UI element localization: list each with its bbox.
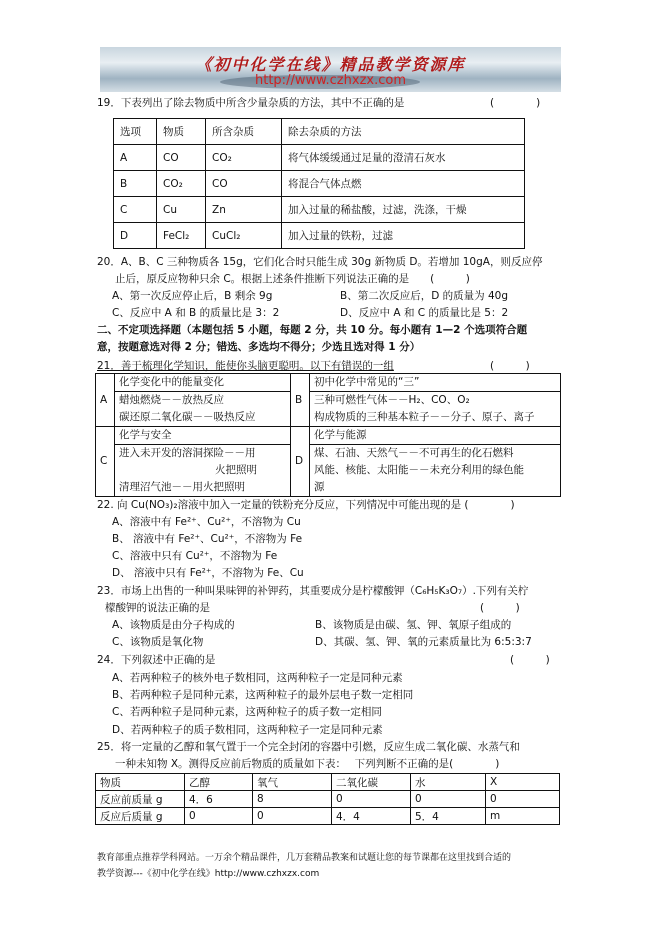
- cell: 5．4: [411, 808, 486, 825]
- cell: Cu: [157, 197, 206, 223]
- q23-option-b: B、该物质是由碳、氢、钾、氧原子组成的: [315, 619, 512, 631]
- q21-stem: 21．善于梳理化学知识，能使你头脑更聪明。以下有错误的一组: [97, 360, 394, 372]
- cell: 0: [185, 808, 253, 825]
- section-2-heading-line2: 意，按题意选对得 2 分；错选、多选均不得分；少选且选对得 1 分）: [97, 341, 421, 353]
- table-row: [96, 427, 561, 497]
- header-cell: 物质: [157, 119, 206, 145]
- group-line: 进入未开发的溶洞探险－－用: [119, 447, 256, 459]
- banner-title: 《初中化学在线》精品教学资源库: [195, 55, 466, 74]
- cell: m: [486, 808, 560, 825]
- footer-line2: 教学资源---《初中化学在线》http://www.czhxzx.com: [97, 869, 320, 879]
- q24-option-d: D、若两种粒子的质子数相同，这两种粒子一定是同种元素: [112, 724, 383, 736]
- cell: CO₂: [206, 145, 282, 171]
- cell: FeCl₂: [157, 223, 206, 249]
- q22-option-a: A、溶液中有 Fe²⁺、Cu²⁺，不溶物为 Cu: [112, 516, 301, 528]
- table-row: [114, 223, 525, 249]
- cell: C: [114, 197, 157, 223]
- cell-d: [310, 427, 561, 497]
- q23-line1: 23．市场上出售的一种叫果味钾的补钾药，其重要成分是柠檬酸钾（C₆H₅K₃O₇）.下列有关柠: [97, 585, 529, 597]
- cell-label-b: B: [291, 374, 310, 427]
- q23-option-d: D、其碳、氢、钾、氧的元素质量比为 6:5:3:7: [315, 636, 532, 648]
- group-line: 清理沼气池－－用火把照明: [119, 481, 245, 493]
- group-line: 碳还原二氧化碳－－吸热反应: [119, 411, 256, 423]
- cell: Zn: [206, 197, 282, 223]
- header-cell: 二氧化碳: [332, 774, 411, 791]
- cell-b: [310, 374, 561, 427]
- q22-option-d: D、 溶液中只有 Fe²⁺，不溶物为 Fe、Cu: [112, 567, 304, 579]
- q24-stem: 24．下列叙述中正确的是: [97, 654, 216, 666]
- q21-table: [95, 373, 561, 497]
- q25-line2: 一种未知物 X。测得反应前后物质的质量如下表： 下列判断不正确的是( ): [115, 758, 500, 770]
- q22-option-b: B、 溶液中有 Fe²⁺、Cu²⁺，不溶物为 Fe: [112, 533, 303, 545]
- header-cell: X: [486, 774, 560, 791]
- table-header-row: [96, 774, 560, 791]
- table-row: [96, 374, 561, 427]
- table-header-row: [114, 119, 525, 145]
- q19-answer-paren: ( ): [490, 97, 541, 109]
- footer-line1: 教育部重点推荐学科网站。一万余个精品课件，几万套精品教案和试题让您的每节课都在这里找到合适的: [97, 853, 512, 863]
- q24-answer-paren: ( ): [510, 654, 550, 666]
- cell-label-c: C: [96, 427, 115, 497]
- cell: 4．4: [332, 808, 411, 825]
- cell-a: [115, 374, 291, 427]
- q22-stem: 22. 向 Cu(NO₃)₂溶液中加入一定量的铁粉充分反应，下列情况中可能出现的是 ( ): [97, 499, 515, 511]
- q20-option-d: D、反应中 A 和 C 的质量比是 5：2: [340, 307, 509, 319]
- q25-table: [95, 773, 560, 825]
- cell: 0: [411, 791, 486, 808]
- cell: 0: [486, 791, 560, 808]
- cell: D: [114, 223, 157, 249]
- group-title: 化学与能源: [310, 427, 560, 445]
- q25-line1: 25．将一定量的乙醇和氧气置于一个完全封闭的容器中引燃，反应生成二氧化碳、水蒸气和: [97, 741, 520, 753]
- cell: A: [114, 145, 157, 171]
- group-title: 化学与安全: [115, 427, 290, 445]
- table-row: [114, 145, 525, 171]
- cell: CO₂: [157, 171, 206, 197]
- q23-line2: 檬酸钾的说法正确的是: [105, 602, 210, 614]
- cell: 4．6: [185, 791, 253, 808]
- table-row: [96, 791, 560, 808]
- cell: 反应后质量 g: [96, 808, 185, 825]
- cell: 加入过量的稀盐酸，过滤，洗涤，干燥: [282, 197, 525, 223]
- cell: 8: [253, 791, 332, 808]
- header-cell: 水: [411, 774, 486, 791]
- header-banner: [100, 47, 561, 92]
- group-line: 源: [314, 481, 325, 493]
- group-line: 煤、石油、天然气－－不可再生的化石燃料: [314, 447, 514, 459]
- group-line: 蜡烛燃烧－－放热反应: [119, 394, 224, 406]
- header-cell: 乙醇: [185, 774, 253, 791]
- q23-option-a: A、该物质是由分子构成的: [112, 619, 235, 631]
- q24-option-b: B、若两种粒子是同种元素，这两种粒子的最外层电子数一定相同: [112, 689, 414, 701]
- q20-option-b: B、第二次反应后，D 的质量为 40g: [340, 290, 508, 302]
- q20-option-c: C、反应中 A 和 B 的质量比是 3：2: [112, 307, 280, 319]
- q21-answer-paren: ( ): [490, 360, 530, 372]
- header-cell: 除去杂质的方法: [282, 119, 525, 145]
- q23-option-c: C、该物质是氧化物: [112, 636, 204, 648]
- group-line: 构成物质的三种基本粒子－－分子、原子、离子: [314, 411, 535, 423]
- cell: CuCl₂: [206, 223, 282, 249]
- q20-option-a: A、第一次反应停止后，B 剩余 9g: [112, 290, 273, 302]
- cell: 0: [332, 791, 411, 808]
- cell: CO: [157, 145, 206, 171]
- banner-url: http://www.czhxzx.com: [255, 73, 406, 88]
- section-2-heading-line1: 二、不定项选择题（本题包括 5 小题，每题 2 分，共 10 分。每小题有 1—2 个选项符合题: [97, 324, 528, 336]
- q24-option-c: C、若两种粒子是同种元素，这两种粒子的质子数一定相同: [112, 706, 382, 718]
- cell: CO: [206, 171, 282, 197]
- cell-label-d: D: [291, 427, 310, 497]
- cell: 将气体缓缓通过足量的澄清石灰水: [282, 145, 525, 171]
- group-line: 三种可燃性气体－－H₂、CO、O₂: [314, 394, 470, 406]
- table-row: [114, 171, 525, 197]
- header-cell: 所含杂质: [206, 119, 282, 145]
- cell: 加入过量的铁粉，过滤: [282, 223, 525, 249]
- q20-line2: 止后，原反应物种只余 C。根据上述条件推断下列说法正确的是 ( ): [115, 273, 470, 285]
- q20-line1: 20．A、B、C 三种物质各 15g，它们化合时只能生成 30g 新物质 D。若增加 10gA，则反应停: [97, 256, 543, 268]
- group-title: 初中化学中常见的“三”: [310, 374, 560, 392]
- cell: B: [114, 171, 157, 197]
- header-cell: 氧气: [253, 774, 332, 791]
- cell: 反应前质量 g: [96, 791, 185, 808]
- cell-c: [115, 427, 291, 497]
- group-line: 风能、核能、太阳能－－未充分利用的绿色能: [314, 464, 524, 476]
- group-line: 火把照明: [215, 464, 257, 476]
- table-row: [96, 808, 560, 825]
- q22-option-c: C、溶液中只有 Cu²⁺，不溶物为 Fe: [112, 550, 278, 562]
- q24-option-a: A、若两种粒子的核外电子数相同，这两种粒子一定是同种元素: [112, 672, 403, 684]
- q19-stem: 19．下表列出了除去物质中所含少量杂质的方法，其中不正确的是: [97, 97, 405, 109]
- group-title: 化学变化中的能量变化: [115, 374, 290, 392]
- header-cell: 物质: [96, 774, 185, 791]
- q19-table: [113, 118, 525, 249]
- cell: 将混合气体点燃: [282, 171, 525, 197]
- cell-label-a: A: [96, 374, 115, 427]
- cell: 0: [253, 808, 332, 825]
- q23-answer-paren: ( ): [480, 602, 520, 614]
- header-cell: 选项: [114, 119, 157, 145]
- table-row: [114, 197, 525, 223]
